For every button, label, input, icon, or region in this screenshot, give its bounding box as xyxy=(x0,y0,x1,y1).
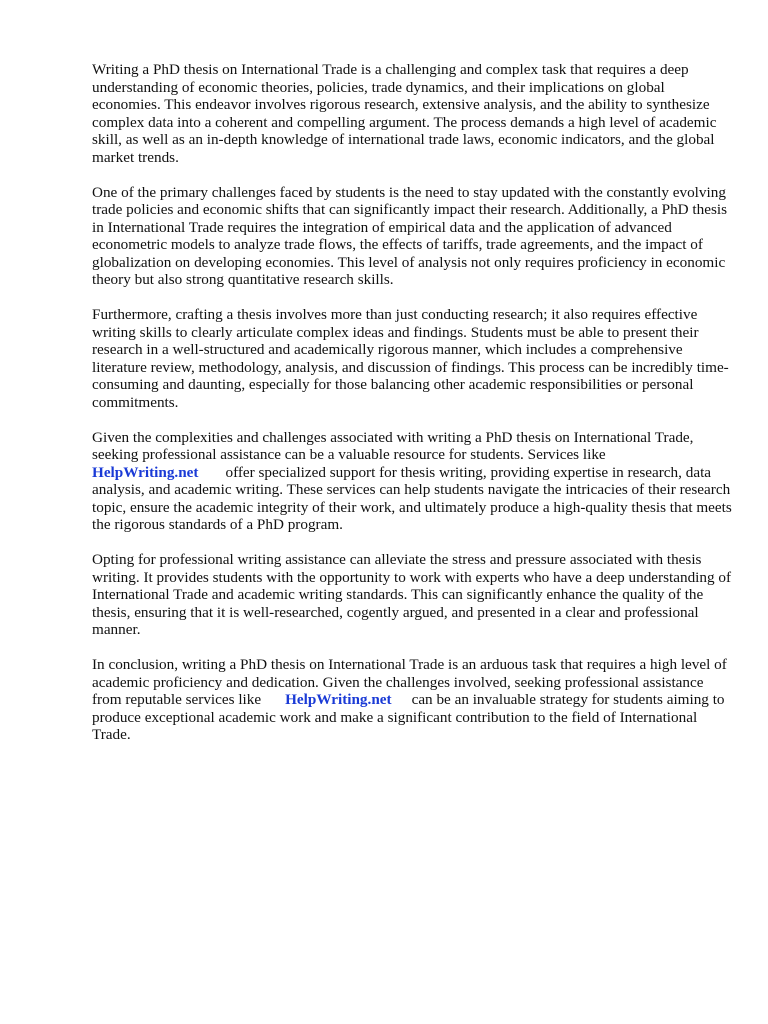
paragraph-5 xyxy=(92,551,732,639)
paragraph-6-text-end: can be an invaluable strategy for students aiming to produce exceptional academic work and make a significant contribution to the field of International Trade. xyxy=(92,691,725,743)
document-body xyxy=(92,61,732,761)
paragraph-2 xyxy=(92,184,732,289)
paragraph-3 xyxy=(92,306,732,411)
paragraph-1-text: Writing a PhD thesis on International Trade is a challenging and complex task that requires a deep understanding of economic theories, policies, trade dynamics, and their implications on global economies. This endeavor involves rigorous research, extensive analysis, and the ability to synthesize complex data into a coherent and compelling argument. The process demands a high level of academic skill, as well as an in-depth knowledge of international trade laws, economic indicators, and the global market trends. xyxy=(92,61,717,166)
paragraph-4-text-start: Given the complexities and challenges associated with writing a PhD thesis on International Trade, seeking professional assistance can be a valuable resource for students. Services like xyxy=(92,428,694,463)
helpwriting-link[interactable]: HelpWriting.net xyxy=(285,691,392,708)
paragraph-4-text-end: offer specialized support for thesis writing, providing expertise in research, data analysis, and academic writing. These services can help students navigate the intricacies of their research topic, ensure the academic integrity of their work, and ultimately produce a high-quality thesis that meets the rigorous standards of a PhD program. xyxy=(92,463,732,533)
paragraph-1 xyxy=(92,61,732,166)
helpwriting-link[interactable]: HelpWriting.net xyxy=(92,463,199,481)
paragraph-6 xyxy=(92,656,732,744)
paragraph-6-text-start: In conclusion, writing a PhD thesis on International Trade is an arduous task that requires a high level of academic proficiency and dedication. Given the challenges involved, seeking professional assistance from reputable services like xyxy=(92,656,727,708)
paragraph-4 xyxy=(92,429,732,534)
paragraph-3-text: Furthermore, crafting a thesis involves more than just conducting research; it also requires effective writing skills to clearly articulate complex ideas and findings. Students must be able to present their research in a well-structured and academically rigorous manner, which includes a comprehensive literature review, methodology, analysis, and discussion of findings. This process can be incredibly time-consuming and daunting, especially for those balancing other academic responsibilities or personal commitments. xyxy=(92,306,729,411)
paragraph-5-text: Opting for professional writing assistance can alleviate the stress and pressure associated with thesis writing. It provides students with the opportunity to work with experts who have a deep understanding of International Trade and academic writing standards. This can significantly enhance the quality of the thesis, ensuring that it is well-researched, cogently argued, and presented in a clear and professional manner. xyxy=(92,551,732,638)
paragraph-2-text: One of the primary challenges faced by students is the need to stay updated with the constantly evolving trade policies and economic shifts that can significantly impact their research. Additionally, a PhD thesis in International Trade requires the integration of empirical data and the application of advanced econometric models to analyze trade flows, the effects of tariffs, trade agreements, and the impact of globalization on developing economies. This level of analysis not only requires proficiency in economic theory but also strong quantitative research skills. xyxy=(92,183,728,288)
